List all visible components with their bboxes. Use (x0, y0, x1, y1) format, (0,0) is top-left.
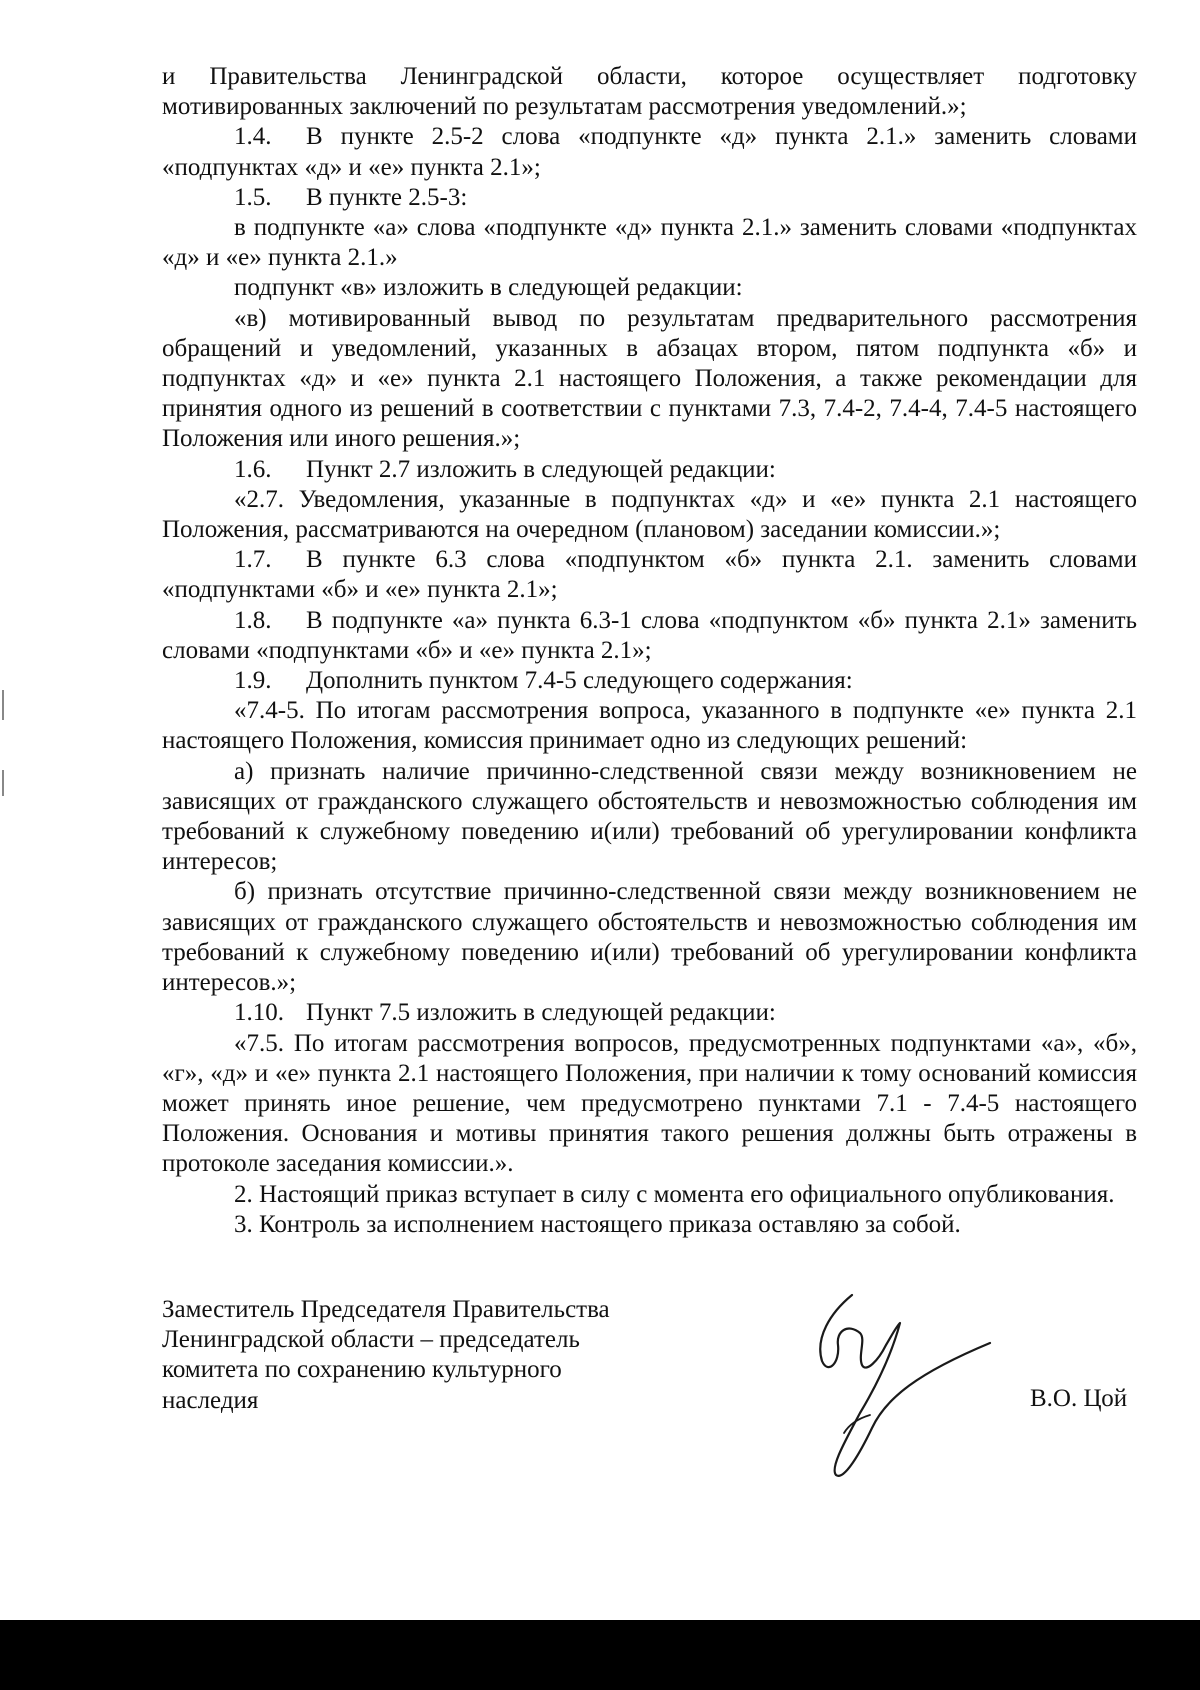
signatory-title (162, 1295, 682, 1416)
paragraph-text: Дополнить пунктом 7.4-5 следующего содержания: (306, 667, 853, 695)
item-number: 1.8. (234, 606, 272, 634)
item-number: 1.6. (234, 455, 272, 483)
paragraph (162, 183, 1137, 213)
paragraph: а) признать наличие причинно-следственной связи между возникновением не зависящих от гражданского служащего обстоятельств и невозможностью соблюдения им требований к служебному поведению и(или) требований об урегулировании конфликта интересов; (162, 757, 1137, 876)
paragraph-text: Пункт 2.7 изложить в следующей редакции: (306, 455, 776, 483)
signatory-name: В.О. Цой (1030, 1385, 1128, 1412)
item-number: 1.7. (234, 546, 272, 574)
paragraph: 2. Настоящий приказ вступает в силу с момента его официального опубликования. (234, 1180, 1115, 1208)
paragraph-text: В подпункте «а» пункта 6.3-1 слова «подпунктом «б» пункта 2.1» заменить словами «подпунктами «б» и «е» пункта 2.1»; (162, 606, 1137, 664)
paragraph-text: В пункте 6.3 слова «подпунктом «б» пункта 2.1. заменить словами «подпунктами «б» и «е» пункта 2.1»; (162, 546, 1137, 604)
scan-border (0, 1620, 1200, 1690)
paragraph (162, 122, 1137, 182)
paragraph (162, 998, 1137, 1028)
item-number: 1.4. (234, 123, 272, 151)
signatory-title-line: комитета по сохранению культурного (162, 1356, 562, 1384)
item-number: 1.9. (234, 667, 272, 695)
document-body (162, 62, 1137, 1240)
paragraph (162, 666, 1137, 696)
paragraph-text: Пункт 7.5 изложить в следующей редакции: (306, 999, 776, 1027)
paragraph (162, 606, 1137, 666)
paragraph (162, 545, 1137, 605)
handwritten-signature (800, 1283, 1000, 1493)
paragraph: б) признать отсутствие причинно-следственной связи между возникновением не зависящих от гражданского служащего обстоятельств и невозможностью соблюдения им требований к служебному поведению и(или) требований об урегулировании конфликта интересов.»; (162, 878, 1137, 997)
paragraph: подпункт «в» изложить в следующей редакции: (234, 274, 743, 302)
signatory-title-line: Заместитель Председателя Правительства (162, 1296, 610, 1323)
paragraph: и Правительства Ленинградской области, которое осуществляет подготовку мотивированных заключений по результатам рассмотрения уведомлений.»; (162, 63, 1137, 121)
paragraph: «7.5. По итогам рассмотрения вопросов, предусмотренных подпунктами «а», «б», «г», «д» и «е» пункта 2.1 настоящего Положения, при наличии к тому оснований комиссия может принять иное решение, чем предусмотрено пунктами 7.1 - 7.4-5 настоящего Положения. Основания и мотивы принятия такого решения должны быть отражены в протоколе заседания комиссии.». (162, 1029, 1137, 1178)
paragraph: «2.7. Уведомления, указанные в подпунктах «д» и «е» пункта 2.1 настоящего Положения, рассматриваются на очередном (плановом) заседании комиссии.»; (162, 485, 1137, 544)
scan-artifact (2, 770, 4, 796)
signatory-title-line: Ленинградской области – председатель (162, 1326, 580, 1354)
paragraph: в подпункте «а» слова «подпункте «д» пункта 2.1.» заменить словами «подпунктах «д» и «е» пункта 2.1.» (162, 214, 1137, 272)
paragraph (162, 455, 1137, 485)
paragraph: «7.4-5. По итогам рассмотрения вопроса, указанного в подпункте «е» пункта 2.1 настоящего Положения, комиссия принимает одно из следующих решений: (162, 697, 1137, 755)
paragraph: «в) мотивированный вывод по результатам предварительного рассмотрения обращений и уведомлений, указанных в абзацах втором, пятом подпункта «б» и подпунктах «д» и «е» пункта 2.1 настоящего Положения, а также рекомендации для принятия одного из решений в соответствии с пунктами 7.3, 7.4-2, 7.4-4, 7.4-5 настоящего Положения или иного решения.»; (162, 304, 1137, 453)
paragraph: 3. Контроль за исполнением настоящего приказа оставляю за собой. (234, 1210, 961, 1238)
paragraph-text: В пункте 2.5-3: (306, 183, 468, 211)
scan-artifact (2, 690, 4, 720)
item-number: 1.5. (234, 183, 272, 211)
paragraph-text: В пункте 2.5-2 слова «подпункте «д» пункта 2.1.» заменить словами «подпунктах «д» и «е» пункта 2.1»; (162, 123, 1137, 181)
signatory-title-line: наследия (162, 1386, 259, 1414)
item-number: 1.10. (234, 999, 284, 1027)
